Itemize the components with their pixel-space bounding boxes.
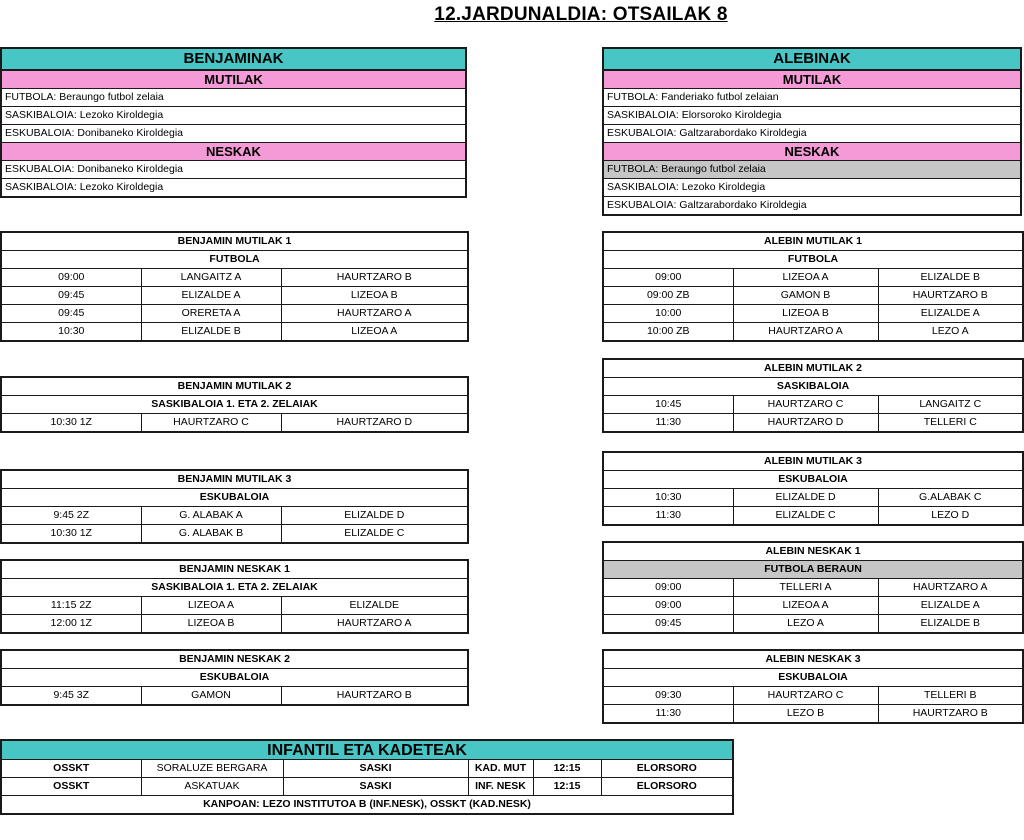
schedule-sport: FUTBOLA xyxy=(1,251,468,269)
match-away-team: ELIZALDE xyxy=(281,597,468,615)
match-away-team: ELIZALDE A xyxy=(878,597,1023,615)
benjaminak-neskak-venue: ESKUBALOIA: Donibaneko Kiroldegia xyxy=(1,161,466,179)
infantil-opponent: ASKATUAK xyxy=(141,778,283,796)
match-away-team: HAURTZARO B xyxy=(281,269,468,287)
match-time: 9:45 3Z xyxy=(1,687,141,706)
match-row xyxy=(603,396,1023,414)
match-away-team: G.ALABAK C xyxy=(878,489,1023,507)
infantil-club: OSSKT xyxy=(1,778,141,796)
match-away-team: LIZEOA A xyxy=(281,323,468,342)
benjaminak-mutilak-venue: FUTBOLA: Beraungo futbol zelaia xyxy=(1,89,466,107)
schedule-sport: ESKUBALOIA xyxy=(603,669,1023,687)
match-home-team: LIZEOA B xyxy=(733,305,878,323)
match-home-team: LIZEOA A xyxy=(733,269,878,287)
schedule-sport: FUTBOLA xyxy=(603,251,1023,269)
match-time: 10:30 xyxy=(1,323,141,342)
match-home-team: ELIZALDE C xyxy=(733,507,878,526)
match-row xyxy=(603,489,1023,507)
match-away-team: ELIZALDE D xyxy=(281,507,468,525)
schedule-title: BENJAMIN NESKAK 2 xyxy=(1,650,468,669)
match-row xyxy=(1,287,468,305)
match-away-team: HAURTZARO A xyxy=(281,305,468,323)
schedule-title: ALEBIN NESKAK 3 xyxy=(603,650,1023,669)
schedule-table-benjamin-neskak-2 xyxy=(0,649,469,706)
match-time: 09:00 xyxy=(1,269,141,287)
alebinak-mutilak-venue: ESKUBALOIA: Galtzarabordako Kiroldegia xyxy=(603,125,1021,143)
match-row xyxy=(603,597,1023,615)
schedule-title: ALEBIN NESKAK 1 xyxy=(603,542,1023,561)
match-away-team: ELIZALDE B xyxy=(878,269,1023,287)
match-home-team: G. ALABAK A xyxy=(141,507,281,525)
match-away-team: TELLERI C xyxy=(878,414,1023,433)
alebinak-mutilak-venue: FUTBOLA: Fanderiako futbol zelaian xyxy=(603,89,1021,107)
match-row xyxy=(1,269,468,287)
match-time: 09:45 xyxy=(603,615,733,634)
schedule-title: BENJAMIN MUTILAK 2 xyxy=(1,377,468,396)
match-time: 11:15 2Z xyxy=(1,597,141,615)
match-time: 12:00 1Z xyxy=(1,615,141,634)
match-time: 09:00 xyxy=(603,597,733,615)
match-time: 09:00 xyxy=(603,579,733,597)
match-home-team: LANGAITZ A xyxy=(141,269,281,287)
match-away-team: TELLERI B xyxy=(878,687,1023,705)
match-home-team: LEZO B xyxy=(733,705,878,724)
match-row xyxy=(603,705,1023,724)
alebinak-neskak-label: NESKAK xyxy=(603,143,1021,161)
match-away-team: HAURTZARO B xyxy=(878,705,1023,724)
schedule-sport: ESKUBALOIA xyxy=(1,489,468,507)
page-title: 12.JARDUNALDIA: OTSAILAK 8 xyxy=(434,4,728,25)
match-row xyxy=(603,323,1023,342)
match-away-team: ELIZALDE A xyxy=(878,305,1023,323)
match-row xyxy=(603,269,1023,287)
schedule-title: ALEBIN MUTILAK 1 xyxy=(603,232,1023,251)
infantil-venue: ELORSORO xyxy=(601,778,733,796)
match-home-team: HAURTZARO D xyxy=(733,414,878,433)
infantil-sport: SASKI xyxy=(283,760,468,778)
schedule-title: BENJAMIN MUTILAK 1 xyxy=(1,232,468,251)
match-home-team: HAURTZARO C xyxy=(141,414,281,433)
alebinak-neskak-venue: ESKUBALOIA: Galtzarabordako Kiroldegia xyxy=(603,197,1021,216)
infantil-category: INF. NESK xyxy=(468,778,533,796)
alebinak-info-table xyxy=(602,47,1022,216)
match-time: 09:45 xyxy=(1,287,141,305)
schedule-table-benjamin-mutilak-1 xyxy=(0,231,469,342)
match-away-team: ELIZALDE C xyxy=(281,525,468,544)
schedule-table-alebin-neskak-1 xyxy=(602,541,1024,634)
alebinak-neskak-venue: FUTBOLA: Beraungo futbol zelaia xyxy=(603,161,1021,179)
match-away-team: HAURTZARO A xyxy=(281,615,468,634)
schedule-sport: ESKUBALOIA xyxy=(603,471,1023,489)
match-time: 11:30 xyxy=(603,705,733,724)
schedule-title: BENJAMIN MUTILAK 3 xyxy=(1,470,468,489)
match-home-team: HAURTZARO A xyxy=(733,323,878,342)
match-away-team: LEZO D xyxy=(878,507,1023,526)
match-time: 11:30 xyxy=(603,414,733,433)
match-home-team: LIZEOA A xyxy=(733,597,878,615)
match-home-team: GAMON xyxy=(141,687,281,706)
alebinak-mutilak-venue: SASKIBALOIA: Elorsoroko Kiroldegia xyxy=(603,107,1021,125)
infantil-club: OSSKT xyxy=(1,760,141,778)
alebinak-neskak-venue: SASKIBALOIA: Lezoko Kiroldegia xyxy=(603,179,1021,197)
match-home-team: ELIZALDE D xyxy=(733,489,878,507)
match-home-team: ELIZALDE B xyxy=(141,323,281,342)
schedule-sport: FUTBOLA BERAUN xyxy=(603,561,1023,579)
infantil-sport: SASKI xyxy=(283,778,468,796)
match-away-team: HAURTZARO B xyxy=(878,287,1023,305)
match-away-team: HAURTZARO B xyxy=(281,687,468,706)
schedule-table-benjamin-neskak-1 xyxy=(0,559,469,634)
schedule-sport: ESKUBALOIA xyxy=(1,669,468,687)
schedule-title: ALEBIN MUTILAK 2 xyxy=(603,359,1023,378)
benjaminak-mutilak-venue: ESKUBALOIA: Donibaneko Kiroldegia xyxy=(1,125,466,143)
schedule-title: BENJAMIN NESKAK 1 xyxy=(1,560,468,579)
schedule-sport: SASKIBALOIA 1. ETA 2. ZELAIAK xyxy=(1,396,468,414)
match-row xyxy=(603,687,1023,705)
match-row xyxy=(1,323,468,342)
match-away-team: HAURTZARO A xyxy=(878,579,1023,597)
match-row xyxy=(1,687,468,706)
match-time: 09:00 ZB xyxy=(603,287,733,305)
match-row xyxy=(603,305,1023,323)
match-row xyxy=(1,615,468,634)
match-time: 10:30 1Z xyxy=(1,414,141,433)
match-home-team: ORERETA A xyxy=(141,305,281,323)
match-row xyxy=(1,414,468,433)
infantil-opponent: SORALUZE BERGARA xyxy=(141,760,283,778)
infantil-time: 12:15 xyxy=(533,778,601,796)
schedule-table-alebin-neskak-3 xyxy=(602,649,1024,724)
match-time: 10:45 xyxy=(603,396,733,414)
benjaminak-mutilak-label: MUTILAK xyxy=(1,70,466,89)
match-home-team: HAURTZARO C xyxy=(733,687,878,705)
match-row xyxy=(603,579,1023,597)
match-row xyxy=(603,414,1023,433)
infantil-venue: ELORSORO xyxy=(601,760,733,778)
schedule-sport: SASKIBALOIA xyxy=(603,378,1023,396)
match-home-team: LEZO A xyxy=(733,615,878,634)
match-time: 09:00 xyxy=(603,269,733,287)
infantil-kadeteak-table xyxy=(0,739,734,815)
schedule-sport: SASKIBALOIA 1. ETA 2. ZELAIAK xyxy=(1,579,468,597)
match-row xyxy=(603,615,1023,634)
benjaminak-neskak-venue: SASKIBALOIA: Lezoko Kiroldegia xyxy=(1,179,466,198)
infantil-header: INFANTIL ETA KADETEAK xyxy=(1,740,733,760)
match-away-team: HAURTZARO D xyxy=(281,414,468,433)
benjaminak-mutilak-venue: SASKIBALOIA: Lezoko Kiroldegia xyxy=(1,107,466,125)
infantil-time: 12:15 xyxy=(533,760,601,778)
match-row xyxy=(603,507,1023,526)
match-row xyxy=(1,507,468,525)
alebinak-header: ALEBINAK xyxy=(603,48,1021,70)
match-time: 11:30 xyxy=(603,507,733,526)
match-home-team: TELLERI A xyxy=(733,579,878,597)
match-time: 09:30 xyxy=(603,687,733,705)
benjaminak-neskak-label: NESKAK xyxy=(1,143,466,161)
infantil-footer: KANPOAN: LEZO INSTITUTOA B (INF.NESK), OSSKT (KAD.NESK) xyxy=(1,796,733,815)
match-home-team: GAMON B xyxy=(733,287,878,305)
schedule-table-alebin-mutilak-1 xyxy=(602,231,1024,342)
match-home-team: HAURTZARO C xyxy=(733,396,878,414)
match-away-team: LIZEOA B xyxy=(281,287,468,305)
match-time: 10:00 ZB xyxy=(603,323,733,342)
match-home-team: G. ALABAK B xyxy=(141,525,281,544)
match-home-team: ELIZALDE A xyxy=(141,287,281,305)
schedule-title: ALEBIN MUTILAK 3 xyxy=(603,452,1023,471)
match-time: 10:30 xyxy=(603,489,733,507)
match-row xyxy=(1,305,468,323)
match-row xyxy=(1,525,468,544)
schedule-table-benjamin-mutilak-3 xyxy=(0,469,469,544)
benjaminak-header: BENJAMINAK xyxy=(1,48,466,70)
alebinak-mutilak-label: MUTILAK xyxy=(603,70,1021,89)
match-time: 10:30 1Z xyxy=(1,525,141,544)
schedule-table-alebin-mutilak-2 xyxy=(602,358,1024,433)
match-row xyxy=(603,287,1023,305)
infantil-category: KAD. MUT xyxy=(468,760,533,778)
benjaminak-info-table xyxy=(0,47,467,198)
match-away-team: LEZO A xyxy=(878,323,1023,342)
match-away-team: ELIZALDE B xyxy=(878,615,1023,634)
match-time: 10:00 xyxy=(603,305,733,323)
match-time: 09:45 xyxy=(1,305,141,323)
match-home-team: LIZEOA A xyxy=(141,597,281,615)
schedule-table-benjamin-mutilak-2 xyxy=(0,376,469,433)
match-time: 9:45 2Z xyxy=(1,507,141,525)
match-row xyxy=(1,597,468,615)
match-home-team: LIZEOA B xyxy=(141,615,281,634)
match-away-team: LANGAITZ C xyxy=(878,396,1023,414)
schedule-table-alebin-mutilak-3 xyxy=(602,451,1024,526)
